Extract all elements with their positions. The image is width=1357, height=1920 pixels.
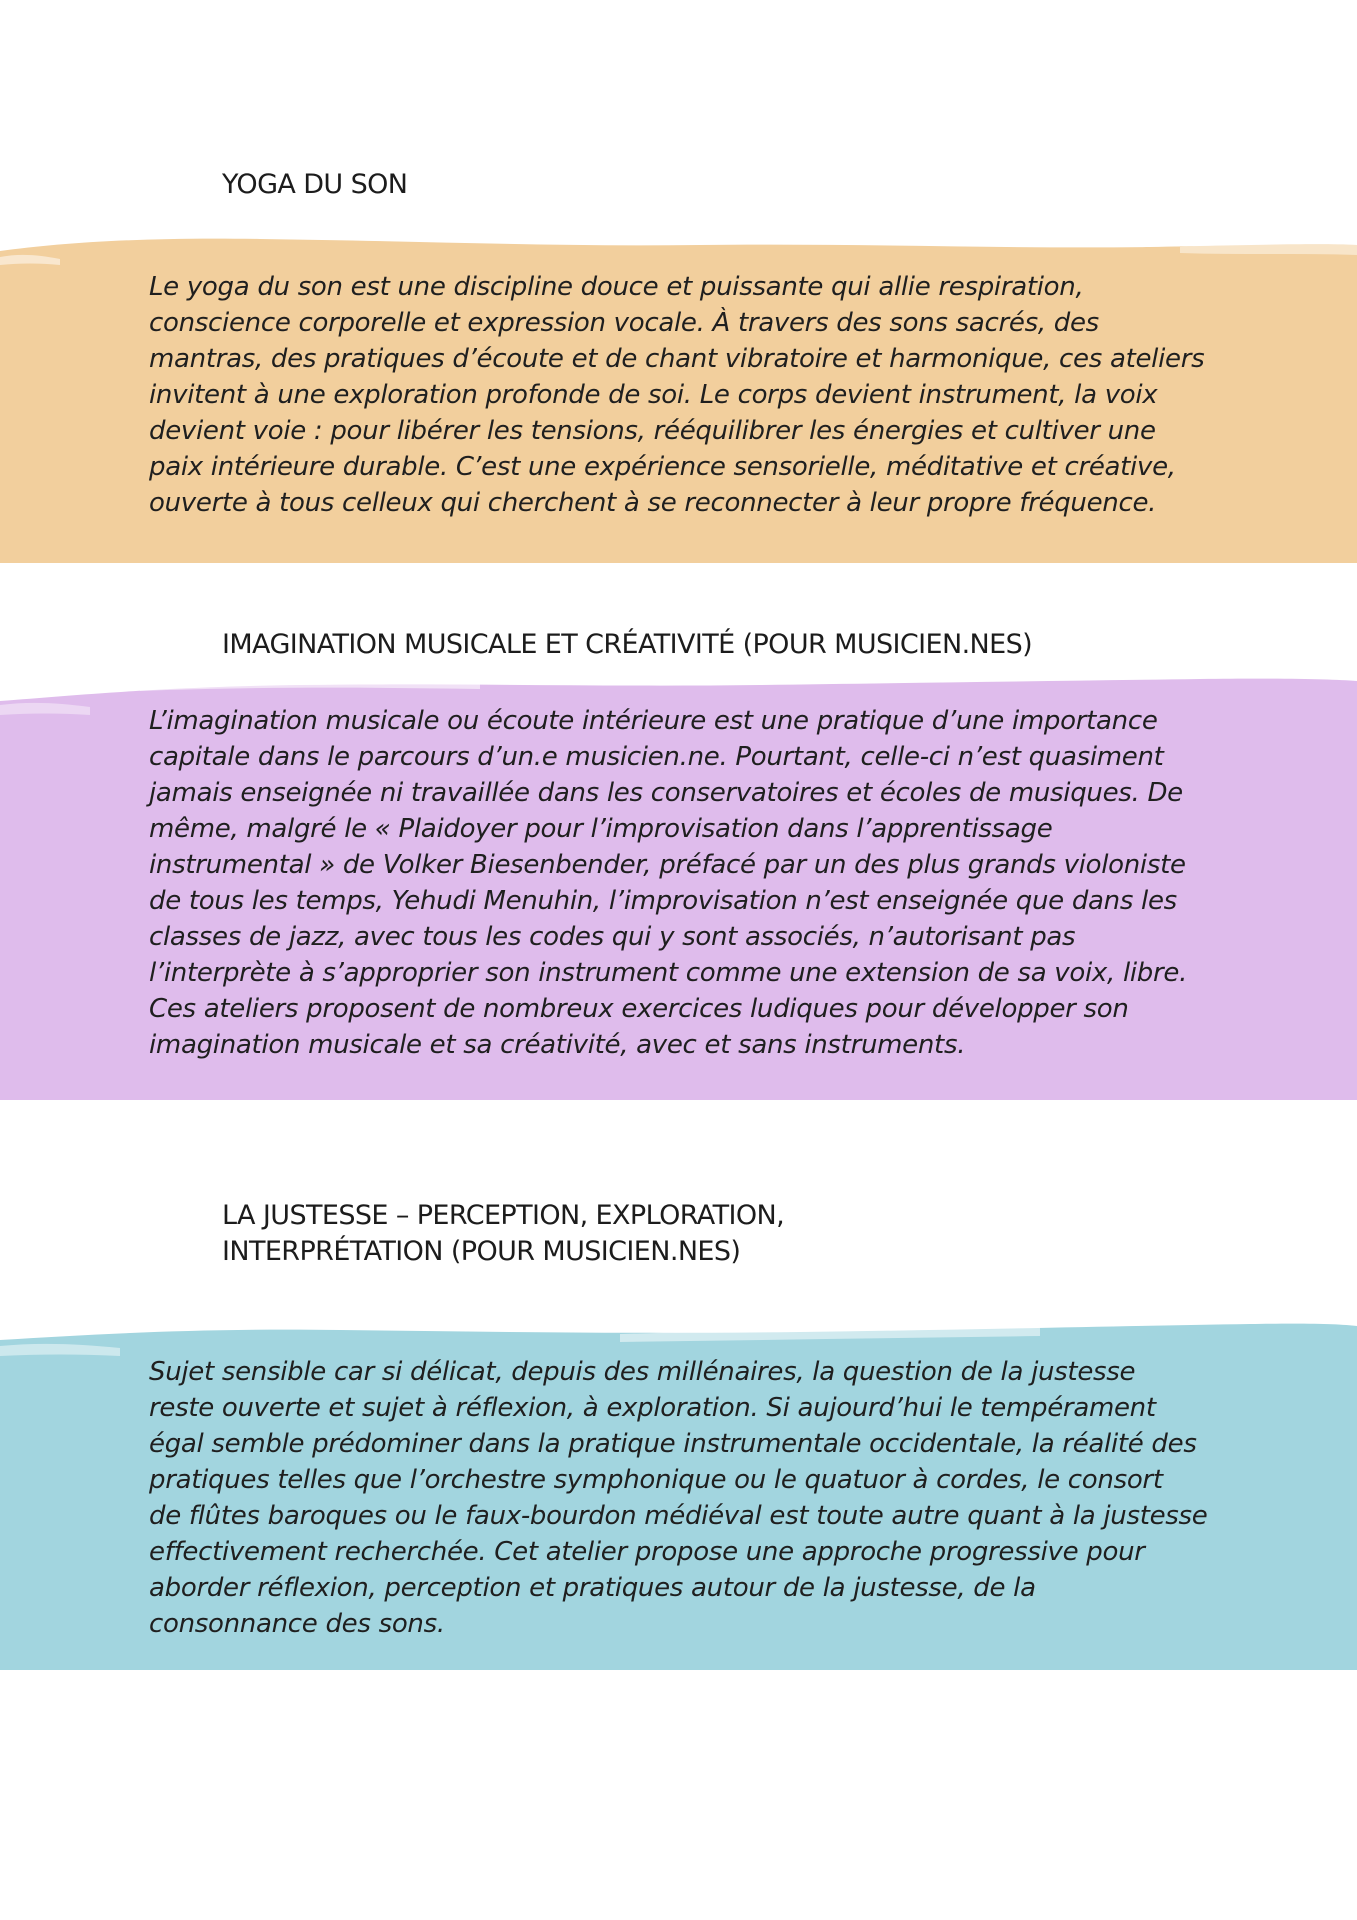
body-line: même, malgré le « Plaidoyer pour l’improvisation dans l’apprentissage [149,814,1053,844]
section-body-yoga-du-son [149,269,1279,521]
body-line: Ces ateliers proposent de nombreux exercices ludiques pour développer son [149,994,1129,1024]
body-line: aborder réflexion, perception et pratiques autour de la justesse, de la [149,1573,1036,1603]
body-line: imagination musicale et sa créativité, avec et sans instruments. [149,1030,966,1060]
body-line: conscience corporelle et expression vocale. À travers des sons sacrés, des [149,308,1099,338]
body-line: L’imagination musicale ou écoute intérieure est une pratique d’une importance [149,706,1158,736]
section-body-la-justesse [149,1354,1279,1642]
body-line: de flûtes baroques ou le faux-bourdon médiéval est toute autre quant à la justesse [149,1501,1208,1531]
body-line: capitale dans le parcours d’un.e musicien.ne. Pourtant, celle-ci n’est quasiment [149,742,1164,772]
body-line: l’interprète à s’approprier son instrument comme une extension de sa voix, libre. [149,958,1188,988]
body-line: Le yoga du son est une discipline douce et puissante qui allie respiration, [149,272,1084,302]
body-line: ouverte à tous celleux qui cherchent à se reconnecter à leur propre fréquence. [149,488,1157,518]
body-line: mantras, des pratiques d’écoute et de chant vibratoire et harmonique, ces ateliers [149,344,1205,374]
section-heading-yoga-du-son: YOGA DU SON [222,169,408,200]
section-body-imagination-musicale [149,703,1279,1063]
body-line: consonnance des sons. [149,1609,445,1639]
section-heading-la-justesse [222,1198,1122,1270]
body-line: pratiques telles que l’orchestre symphonique ou le quatuor à cordes, le consort [149,1465,1163,1495]
body-line: devient voie : pour libérer les tensions, rééquilibrer les énergies et cultiver une [149,416,1156,446]
brush-band-orange [0,233,1357,563]
section-heading-imagination-musicale: IMAGINATION MUSICALE ET CRÉATIVITÉ (POUR MUSICIEN.NES) [222,629,1033,660]
body-line: reste ouverte et sujet à réflexion, à exploration. Si aujourd’hui le tempérament [149,1393,1156,1423]
body-line: Sujet sensible car si délicat, depuis des millénaires, la question de la justesse [149,1357,1136,1387]
body-line: classes de jazz, avec tous les codes qui y sont associés, n’autorisant pas [149,922,1076,952]
brush-band-turquoise [0,1318,1357,1670]
body-line: invitent à une exploration profonde de soi. Le corps devient instrument, la voix [149,380,1158,410]
heading-line: INTERPRÉTATION (POUR MUSICIEN.NES) [222,1236,741,1267]
body-line: paix intérieure durable. C’est une expérience sensorielle, méditative et créative, [149,452,1176,482]
body-line: jamais enseignée ni travaillée dans les conservatoires et écoles de musiques. De [149,778,1183,808]
heading-line: LA JUSTESSE – PERCEPTION, EXPLORATION, [222,1200,785,1231]
brush-band-lilac [0,675,1357,1100]
body-line: de tous les temps, Yehudi Menuhin, l’improvisation n’est enseignée que dans les [149,886,1177,916]
body-line: égal semble prédominer dans la pratique instrumentale occidentale, la réalité des [149,1429,1197,1459]
body-line: instrumental » de Volker Biesenbender, préfacé par un des plus grands violoniste [149,850,1186,880]
body-line: effectivement recherchée. Cet atelier propose une approche progressive pour [149,1537,1145,1567]
